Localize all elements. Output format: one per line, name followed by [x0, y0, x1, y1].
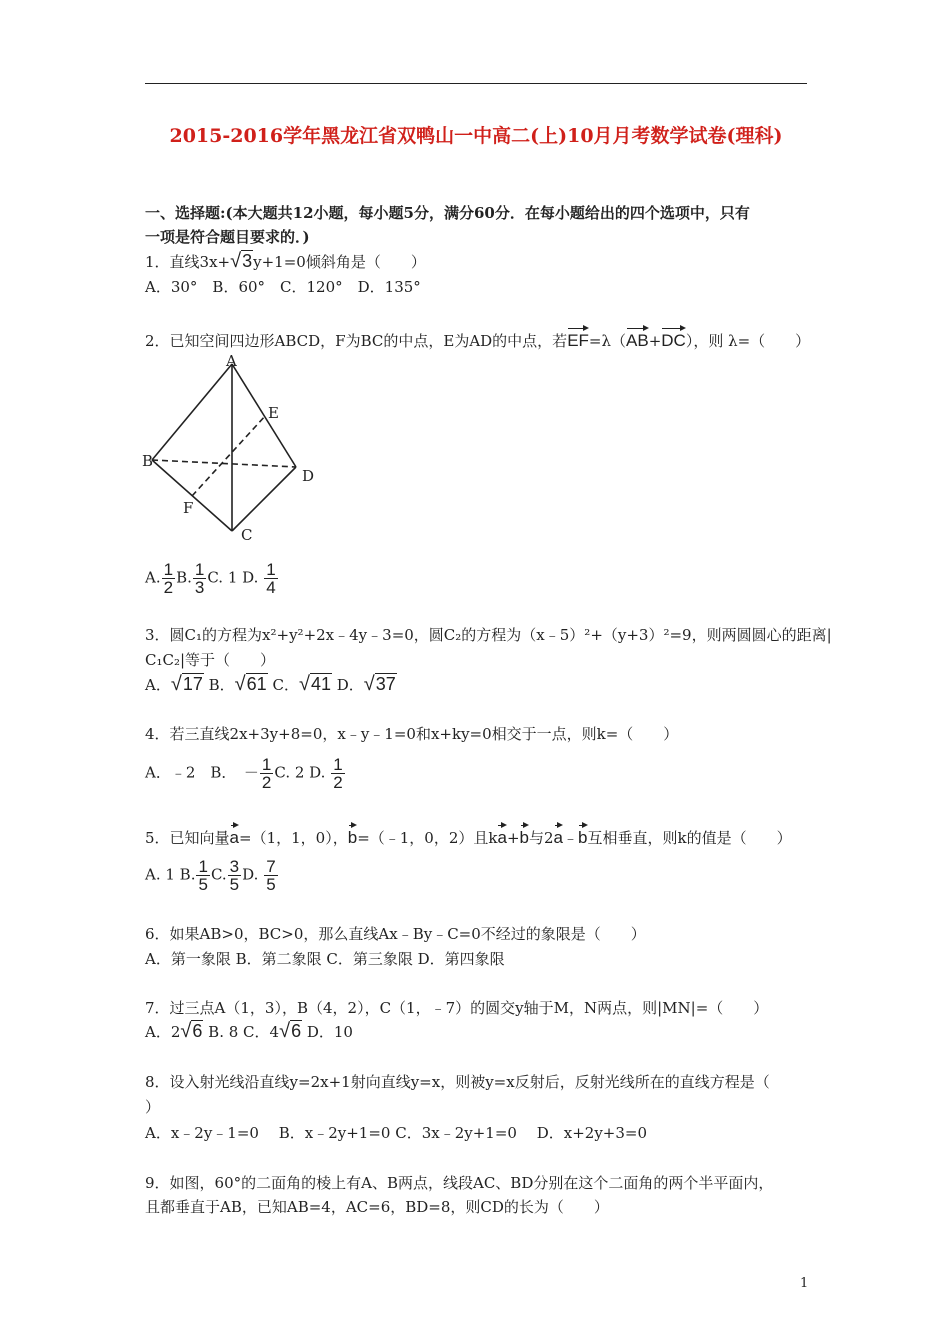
q5-b-denominator: 5 [198, 875, 208, 894]
section-heading-line1: 一、选择题:(本大题共12小题，每小题5分，满分60分．在每小题给出的四个选项中，只有 [145, 204, 750, 222]
q5-stem-part-a: 5．已知向量 [145, 829, 230, 847]
question-6-options: A．第一象限 B．第二象限 C．第三象限 D．第四象限 [145, 950, 505, 968]
q7-c-sqrt-arg: 6 [291, 1021, 302, 1041]
q4-d-numerator: 1 [333, 755, 343, 774]
q3-option-b-label: B． [208, 676, 235, 694]
question-4-stem: 4．若三直线2x+3y+8=0，x﹣y﹣1=0和x+ky=0相交于一点，则k=（ ） [145, 725, 679, 743]
q2-plus: + [648, 332, 662, 350]
q5-option-ab-label: A. 1 B. [145, 865, 196, 884]
vector-ab: AB [626, 325, 649, 351]
question-9-stem-line2: 且都垂直于AB，已知AB=4，AC=6，BD=8，则CD的长为（ ） [145, 1198, 609, 1216]
q4-b-numerator: 1 [261, 755, 272, 774]
edge-ad [232, 364, 296, 467]
q3-option-d-label: D． [336, 676, 364, 694]
q5-stem-part-g: 互相垂直，则k的值是（ ） [587, 829, 792, 847]
tetrahedron-figure [140, 350, 340, 550]
question-8-options: A．x﹣2y﹣1=0 B．x﹣2y+1=0 C．3x﹣2y+1=0 D．x+2y+3=0 [145, 1124, 648, 1142]
q3-a-sqrt: √17 [170, 673, 203, 695]
q2-a-numerator: 1 [163, 560, 174, 579]
q3-d-value: 37 [375, 674, 396, 694]
q7-option-bc-label: B. 8 C．4 [208, 1023, 280, 1041]
q5-d-numerator: 7 [266, 857, 276, 876]
q5-option-b-fraction [196, 858, 209, 893]
question-3-stem-line1: 3．圆C₁的方程为x²+y²+2x﹣4y﹣3=0，圆C₂的方程为（x﹣5）²+（y+3）²=9，则两圆圆心的距离| [145, 626, 832, 644]
q5-option-c-label: C. [210, 865, 227, 884]
q5-stem-part-f: ﹣ [563, 829, 579, 847]
vector-a: a [230, 822, 239, 848]
question-1-options: A．30° B．60° C．120° D．135° [145, 278, 421, 296]
label-a: A [226, 352, 237, 370]
q5-c-denominator: 5 [229, 875, 240, 894]
q5-stem-part-d: + [506, 829, 520, 847]
q3-option-a-label: A． [145, 676, 171, 694]
label-e: E [268, 404, 279, 422]
q2-eq: =λ（ [588, 332, 626, 350]
q2-d-denominator: 4 [266, 578, 276, 597]
q5-option-d-label: D. [242, 865, 259, 884]
page-title: 2015-2016学年黑龙江省双鸭山一中高二(上)10月月考数学试卷(理科) [169, 125, 783, 147]
q2-option-a-label: A. [145, 568, 161, 587]
question-7-stem: 7．过三点A（1，3），B（4，2），C（1，﹣7）的圆交y轴于M，N两点，则|MN|=（ ） [145, 999, 769, 1017]
q2-option-d-fraction [264, 561, 277, 596]
question-7-options [145, 1021, 353, 1042]
q5-b-numerator: 1 [198, 857, 208, 876]
q7-a-sqrt-arg: 6 [192, 1021, 203, 1041]
q7-option-d-label: D．10 [306, 1023, 353, 1041]
question-2-stem [145, 325, 810, 351]
vector-dc: DC [661, 325, 686, 351]
q3-b-value: 61 [246, 674, 267, 694]
q1-sqrt: √3 [230, 250, 253, 272]
vector-a-3: a [554, 822, 563, 848]
q1-stem-part-a: 1．直线3x+ [145, 253, 231, 271]
q2-b-numerator: 1 [194, 560, 205, 579]
q5-option-c-fraction [228, 858, 241, 893]
q2-option-a-fraction [162, 561, 175, 596]
q5-stem-part-e: 与2 [529, 829, 554, 847]
q5-stem-part-c: =（﹣1，0，2）且k [357, 829, 498, 847]
question-3-stem-line2: C₁C₂|等于（ ） [145, 651, 276, 669]
q4-d-denominator: 2 [333, 773, 343, 792]
vector-b-2: b [520, 822, 529, 848]
section-heading-line2: 一项是符合题目要求的．) [145, 228, 310, 246]
question-9-stem-line1: 9．如图，60°的二面角的棱上有A、B两点，线段AC、BD分别在这个二面角的两个半平面内， [145, 1174, 774, 1192]
q3-b-sqrt: √61 [234, 673, 267, 695]
question-6-stem: 6．如果AB>0，BC>0，那么直线Ax﹣By﹣C=0不经过的象限是（ ） [145, 925, 646, 943]
header-rule [145, 83, 807, 84]
question-1-stem [145, 251, 426, 272]
q5-c-numerator: 3 [229, 857, 240, 876]
vector-a-2: a [497, 822, 506, 848]
q2-a-denominator: 2 [163, 578, 174, 597]
vector-b: b [348, 822, 357, 848]
q2-option-cd-label: C. 1 D. [207, 568, 259, 587]
q3-a-value: 17 [182, 674, 203, 694]
q3-option-c-label: C． [272, 676, 299, 694]
edge-cd [232, 467, 296, 531]
q5-stem-part-b: =（1，1，0）， [239, 829, 348, 847]
q3-d-sqrt: √37 [363, 673, 396, 695]
q1-stem-part-b: y+1=0倾斜角是（ ） [253, 253, 426, 271]
q4-option-cd-label: C. 2 D. [274, 763, 326, 782]
q2-d-numerator: 1 [266, 560, 276, 579]
q3-c-value: 41 [310, 674, 331, 694]
q7-c-sqrt: √6 [279, 1020, 302, 1042]
label-b: B [142, 452, 154, 470]
question-5-options [145, 858, 279, 893]
question-4-options [145, 756, 346, 791]
q7-a-sqrt: √6 [180, 1020, 203, 1042]
q2-b-denominator: 3 [194, 578, 205, 597]
question-2-options [145, 561, 279, 596]
question-8-stem-line1: 8．设入射光线沿直线y=2x+1射向直线y=x，则被y=x反射后，反射光线所在的直线方程是（ [145, 1073, 770, 1091]
label-f: F [183, 499, 194, 517]
q5-d-denominator: 5 [266, 875, 276, 894]
question-3-options [145, 674, 397, 695]
q3-c-sqrt: √41 [298, 673, 331, 695]
q4-option-d-fraction [331, 756, 344, 791]
q5-option-d-fraction [264, 858, 277, 893]
q4-b-denominator: 2 [261, 773, 272, 792]
q4-option-ab-label: A．﹣2 B． － [145, 763, 259, 782]
edge-ab [152, 364, 232, 460]
vector-b-3: b [578, 822, 587, 848]
q7-option-a-label: A．2 [145, 1023, 181, 1041]
q2-stem-part-b: ），则 λ=（ ） [685, 332, 811, 350]
question-5-stem [145, 822, 792, 848]
q2-option-b-fraction [193, 561, 206, 596]
page-number: 1 [800, 1276, 809, 1291]
q2-stem-part-a: 2．已知空间四边形ABCD，F为BC的中点，E为AD的中点，若 [145, 332, 568, 350]
label-d: D [302, 467, 315, 485]
q4-option-b-fraction [260, 756, 273, 791]
vector-ef: EF [567, 325, 589, 351]
q1-sqrt-arg: 3 [242, 251, 253, 271]
segment-ef-dashed [192, 415, 266, 496]
label-c: C [241, 526, 253, 544]
edge-bd-dashed [152, 460, 296, 467]
q2-option-b-label: B. [176, 568, 192, 587]
question-8-stem-line2: ） [145, 1098, 161, 1116]
